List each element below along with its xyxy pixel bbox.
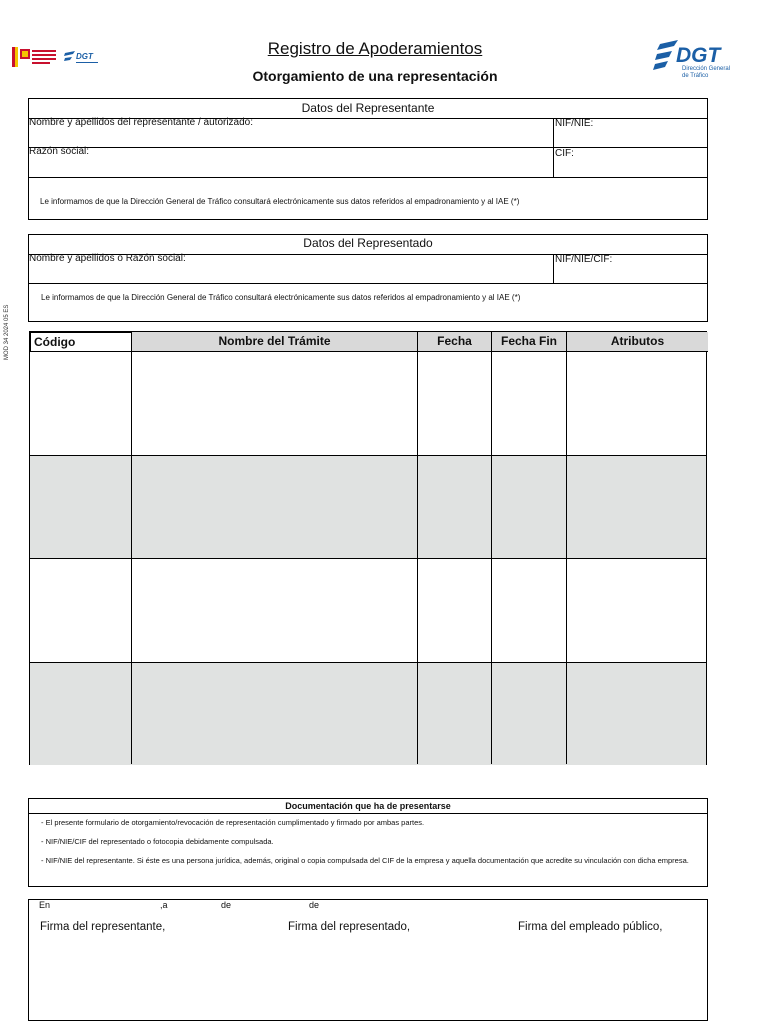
col-header-fecha-fin: Fecha Fin	[492, 332, 567, 352]
representado-notice: Le informamos de que la Dirección General de Tráfico consultará electrónicamente sus datos referidos al empadronamiento y al IAE (*)	[41, 293, 521, 302]
representante-razon-label: Razón social:	[29, 146, 90, 157]
firma-empleado-label: Firma del empleado público,	[518, 921, 663, 933]
representado-heading: Datos del Representado	[29, 235, 707, 255]
documentacion-item: - El presente formulario de otorgamiento/revocación de representación cumplimentado y firmado por ambas partes.	[41, 818, 425, 827]
dgt-logo	[652, 38, 742, 80]
col-header-nombre: Nombre del Trámite	[132, 332, 418, 352]
right-logo-subtext-1: Dirección General	[682, 66, 731, 72]
firmas-section	[28, 899, 708, 1021]
representante-cif-label: CIF:	[555, 148, 574, 159]
page-subtitle: Otorgamiento de una representación	[252, 68, 498, 84]
tramites-table	[29, 331, 707, 765]
representado-name-label: Nombre y apellidos o Razón social:	[29, 253, 186, 264]
right-logo-subtext-2: de Tráfico	[682, 73, 709, 79]
firma-representante-label: Firma del representante,	[40, 921, 166, 933]
form-code: MOD 34 2024 05 ES	[4, 304, 10, 360]
representado-section	[28, 234, 708, 322]
firma-representado-label: Firma del representado,	[288, 921, 411, 933]
representado-nif-label: NIF/NIE/CIF:	[555, 254, 613, 265]
documentacion-section	[28, 798, 708, 887]
documentacion-item: - NIF/NIE del representante. Si éste es una persona jurídica, además, original o copia compulsada del CIF de la empresa y aquella documentación que acredite su vinculación con dicha empresa.	[41, 856, 689, 865]
representante-heading: Datos del Representante	[29, 99, 707, 119]
en-label: En	[39, 900, 51, 910]
col-header-codigo: Código	[30, 332, 132, 352]
documentacion-title: Documentación que ha de presentarse	[29, 799, 707, 814]
representante-name-label: Nombre y apellidos del representante / autorizado:	[29, 117, 254, 128]
representante-notice: Le informamos de que la Dirección General de Tráfico consultará electrónicamente sus datos referidos al empadronamiento y al IAE (*)	[40, 197, 520, 206]
representante-section	[28, 98, 708, 220]
a-label: ,a	[160, 900, 168, 910]
representante-nif-label: NIF/NIE:	[555, 118, 594, 129]
de-label-1: de	[221, 900, 232, 910]
page-title: Registro de Apoderamientos	[267, 39, 483, 58]
documentacion-item: - NIF/NIE/CIF del representado o fotocopia debidamente compulsada.	[41, 837, 274, 846]
col-header-fecha: Fecha	[418, 332, 492, 352]
de-label-2: de	[309, 900, 320, 910]
col-header-atributos: Atributos	[567, 332, 708, 352]
right-logo-text: DGT	[676, 44, 721, 67]
left-logo-text: DGT	[76, 52, 93, 61]
